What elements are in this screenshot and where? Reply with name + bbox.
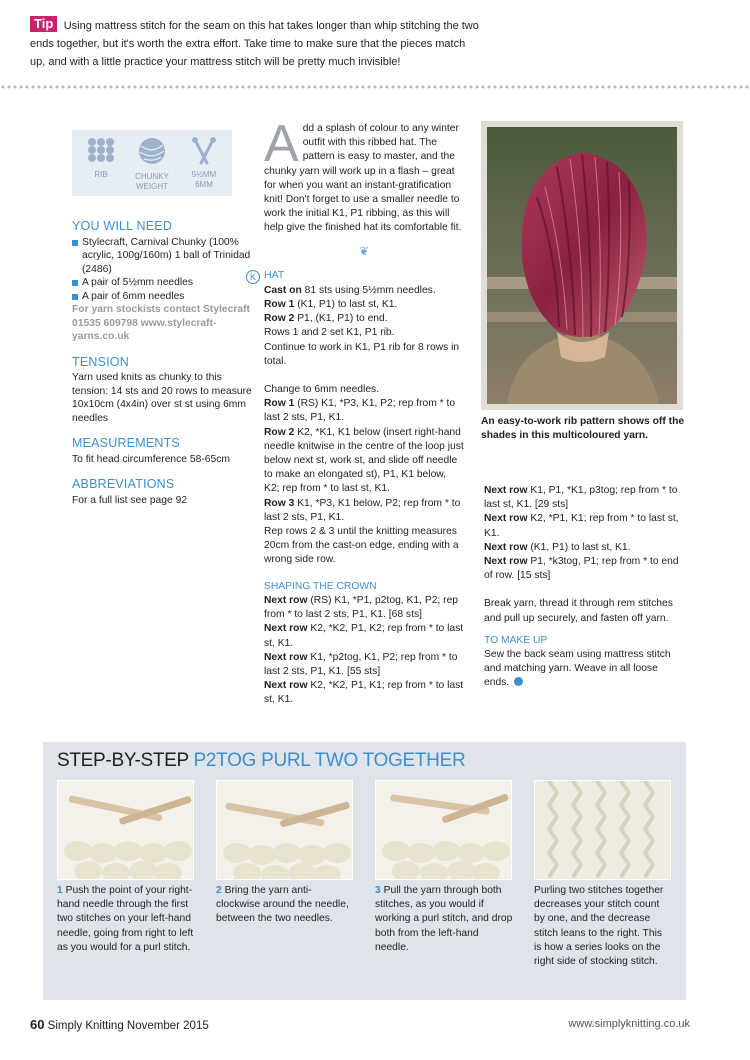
- abbreviations-heading: ABBREVIATIONS: [72, 477, 175, 491]
- tip-badge: Tip: [30, 16, 57, 32]
- step-number: 2: [216, 885, 222, 896]
- row-text: 81 sts using 5½mm needles.: [301, 284, 436, 296]
- row-label: Next row: [484, 541, 528, 553]
- step-result-image: [534, 780, 671, 880]
- pattern-line: [264, 284, 464, 298]
- footer-left: [30, 1017, 209, 1032]
- steps-title-b: P2TOG PURL TWO TOGETHER: [193, 750, 466, 771]
- intro-text: dd a splash of colour to any winter outfit with this ribbed hat. The pattern is easy to master, and the chunky yarn will work up in a flash – great for when you want an instant-gratification knit! Don't forget to use a smaller needle to work the initial K1, P1 ribbing, as this will help give the finished hat its comfortable fit.: [264, 123, 462, 234]
- step-description: Pull the yarn through both stitches, as you would if working a purl stitch, and drop both from the left-hand needle.: [375, 885, 513, 953]
- row-text: (K1, P1) to last st, K1.: [527, 541, 631, 553]
- row-label: Cast on: [264, 284, 302, 296]
- dotted-divider: [0, 85, 750, 89]
- ornament-icon: ❦: [358, 243, 370, 258]
- row-text: K2, *K2, P1, K1; rep from * to last st, K1.: [264, 680, 464, 706]
- makeup-paragraph: [484, 648, 684, 691]
- needles-icon: [189, 136, 219, 166]
- pattern-line: [264, 397, 464, 425]
- knit-badge-icon: K: [246, 270, 260, 284]
- pattern-line: Change to 6mm needles.: [264, 384, 380, 396]
- row-label: Row 3: [264, 497, 295, 509]
- steps-title-a: STEP-BY-STEP: [57, 750, 194, 771]
- step-description: Bring the yarn anti-clockwise around the needle, between the two needles.: [216, 885, 349, 925]
- pattern-line: [264, 594, 464, 622]
- yarn-ball-icon: [136, 136, 168, 168]
- step-3-text: [375, 884, 513, 955]
- needles-label: 5½MM 6MM: [191, 170, 217, 189]
- row-text: K2, *K2, P1, K2; rep from * to last st, K1.: [264, 623, 464, 649]
- abbreviations-text: For a full list see page 92: [72, 494, 188, 506]
- middle-column: [249, 115, 464, 708]
- need-item: A pair of 6mm needles: [72, 290, 252, 304]
- tip-text: Using mattress stitch for the seam on this hat takes longer than whip stitching the two ends together, but it's worth the extra effort. Take time to make sure that the pieces match up, and with a little practice your mattress stitch will be pretty much invisible!: [30, 20, 479, 68]
- pattern-line: Continue to work in K1, P1 rib for 8 rows in total.: [264, 341, 460, 367]
- row-text: K2, *P1, K1; rep from * to last st, K1.: [484, 513, 679, 539]
- row-text: K2, *K1, K1 below (insert right-hand needle knitwise in the centre of the loop just below next st, work st, and slide off needle to make an elongated st), P1, K1 below, K2; rep from * to last st, K1.: [264, 426, 464, 495]
- need-heading: YOU WILL NEED: [72, 219, 173, 233]
- step-2-text: [216, 884, 354, 927]
- step-number: 3: [375, 885, 381, 896]
- row-label: Row 1: [264, 299, 295, 311]
- row-label: Next row: [484, 556, 528, 568]
- makeup-text: Sew the back seam using mattress stitch and matching yarn. Weave in all loose ends.: [484, 649, 671, 689]
- need-item: Stylecraft, Carnival Chunky (100% acrylic, 100g/160m) 1 ball of Trinidad (2486): [72, 236, 252, 277]
- rib-icon: [86, 136, 116, 166]
- step-number: 1: [57, 885, 63, 896]
- tip-box: [30, 16, 480, 70]
- row-text: P1, *k3tog, P1; rep from * to end of row. [15 sts]: [484, 556, 679, 582]
- row-text: (RS) K1, *P3, K1, P2; rep from * to last 2 sts, P1, K1.: [264, 398, 456, 424]
- step-1-image: [57, 780, 194, 880]
- break-text: Break yarn, thread it through rem stitches and pull up securely, and fasten off yarn.: [484, 598, 673, 624]
- row-label: Next row: [484, 513, 528, 525]
- magazine-name: Simply Knitting November 2015: [44, 1020, 209, 1032]
- hat-photo-image: [487, 127, 677, 404]
- hat-photo: [481, 121, 683, 410]
- row-text: (RS) K1, *P1, p2tog, K1, P2; rep from * to last 2 sts, P1, K1. [68 sts]: [264, 594, 459, 621]
- page-number: 60: [30, 1017, 45, 1032]
- pattern-line: [264, 312, 464, 326]
- weight-label: CHUNKY WEIGHT: [135, 172, 169, 191]
- end-mark-icon: [514, 677, 523, 686]
- tension-text: Yarn used knits as chunky to this tension: 14 sts and 20 rows to measure 10x10cm (4x4in) over st st using 6mm needles: [72, 372, 252, 424]
- step-by-step-panel: [43, 742, 686, 1000]
- pattern-line: [484, 512, 684, 540]
- pattern-line: [264, 426, 464, 497]
- pattern-line: [484, 555, 684, 583]
- row-label: Row 2: [264, 313, 295, 325]
- row-label: Row 1: [264, 398, 295, 410]
- dropcap: A: [264, 115, 299, 173]
- step-3: [375, 780, 513, 955]
- row-label: Next row: [264, 594, 308, 606]
- steps-title: [57, 750, 465, 772]
- step-1: [57, 780, 195, 955]
- photo-caption: An easy-to-work rib pattern shows off the shades in this multicoloured yarn.: [481, 416, 685, 441]
- stockists-text: For yarn stockists contact Stylecraft 01535 609798 www.stylecraft-yarns.co.uk: [72, 304, 250, 342]
- crown-heading: SHAPING THE CROWN: [264, 580, 377, 592]
- left-column: [72, 220, 252, 507]
- pattern-line: [264, 497, 464, 525]
- footer-url: www.simplyknitting.co.uk: [568, 1018, 690, 1030]
- need-item: A pair of 5½mm needles: [72, 276, 252, 290]
- row-text: K1, *P3, K1 below, P2; rep from * to last 2 sts, P1, K1.: [264, 497, 461, 523]
- hat-heading-text: HAT: [264, 268, 285, 281]
- rib-label: RIB: [94, 170, 108, 179]
- step-result-text: Purling two stitches together decreases your stitch count by one, and the decrease stitch leans to the right. This is how a series looks on the right side of stocking stitch.: [534, 885, 664, 968]
- step-1-text: [57, 884, 195, 955]
- step-description: Push the point of your right-hand needle through the first two stitches on your left-hand needle, going from right to left as you would for a purl stitch.: [57, 885, 194, 953]
- step-2: [216, 780, 354, 927]
- makeup-heading: TO MAKE UP: [484, 634, 548, 646]
- measurements-heading: MEASUREMENTS: [72, 436, 180, 450]
- info-icons-panel: [72, 130, 232, 196]
- step-2-image: [216, 780, 353, 880]
- row-label: Next row: [484, 485, 528, 496]
- pattern-line: [484, 484, 684, 512]
- row-label: Next row: [264, 680, 308, 692]
- row-text: (K1, P1) to last st, K1.: [294, 299, 398, 311]
- pattern-line: [264, 651, 464, 679]
- measurements-text: To fit head circumference 58-65cm: [72, 453, 230, 465]
- pattern-line: [264, 679, 464, 707]
- right-column: [484, 484, 684, 691]
- step-3-image: [375, 780, 512, 880]
- pattern-line: [484, 541, 684, 555]
- step-result: [534, 780, 672, 969]
- row-label: Row 2: [264, 426, 295, 438]
- pattern-line: [264, 622, 464, 650]
- needles-info: [184, 136, 224, 190]
- row-text: P1, (K1, P1) to end.: [294, 313, 388, 325]
- intro-paragraph: [264, 115, 464, 236]
- pattern-line: Rows 1 and 2 set K1, P1 rib.: [264, 327, 395, 339]
- row-label: Next row: [264, 623, 308, 635]
- pattern-line: [264, 298, 464, 312]
- weight-info: [130, 136, 174, 192]
- rib-info: [84, 136, 118, 180]
- pattern-line: Rep rows 2 & 3 until the knitting measures 20cm from the cast-on edge, ending with a wrong side row.: [264, 526, 459, 566]
- row-text: K1, *p2tog, K1, P2; rep from * to last 2 sts, P1, K1. [55 sts]: [264, 651, 458, 677]
- row-text: K1, P1, *K1, p3tog; rep from * to last st, K1. [29 sts]: [484, 485, 678, 511]
- tension-heading: TENSION: [72, 354, 129, 369]
- hat-heading: [246, 268, 464, 284]
- row-label: Next row: [264, 651, 308, 663]
